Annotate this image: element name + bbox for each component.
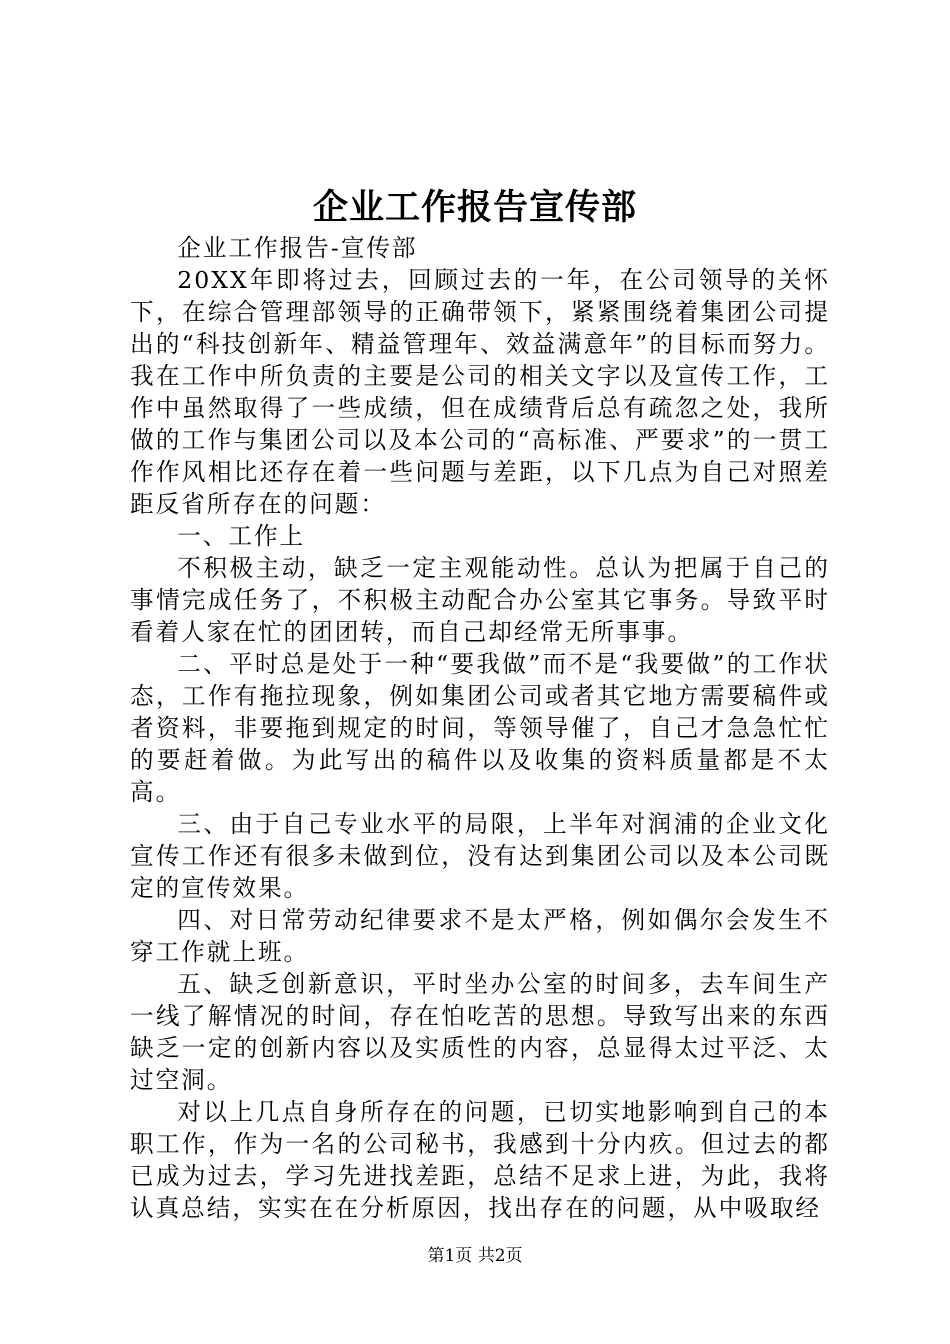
paragraph-item-five: 五、缺乏创新意识，平时坐办公室的时间多，去车间生产一线了解情况的时间，存在怕吃苦的思想。导致写出来的东西缺乏一定的创新内容以及实质性的内容，总显得太过平泛、太过空洞。 (130, 970, 830, 1094)
paragraph-item-three: 三、由于自己专业水平的局限，上半年对润浦的企业文化宣传工作还有很多未做到位，没有达到集团公司以及本公司既定的宣传效果。 (130, 810, 830, 902)
paragraph-item-two: 二、平时总是处于一种“要我做”而不是“我要做”的工作状态，工作有拖拉现象，例如集团公司或者其它地方需要稿件或者资料，非要拖到规定的时间，等领导催了，自己才急急忙忙的要赶着做。为此写出的稿件以及收集的资料质量都是不太高。 (130, 650, 830, 806)
document-body (130, 232, 830, 1224)
paragraph-item-four: 四、对日常劳动纪律要求不是太严格，例如偶尔会发生不穿工作就上班。 (130, 906, 830, 966)
paragraph-subtitle: 企业工作报告-宣传部 (177, 234, 418, 262)
paragraph-heading-work: 一、工作上 (177, 522, 306, 550)
document-title: 企业工作报告宣传部 (312, 187, 637, 228)
paragraph-conclusion: 对以上几点自身所存在的问题，已切实地影响到自己的本职工作，作为一名的公司秘书，我感到十分内疚。但过去的都已成为过去，学习先进找差距，总结不足求上进，为此，我将认真总结，实实在在分析原因，找出存在的问题，从中吸取经 (130, 1098, 830, 1222)
paragraph-intro: 20XX年即将过去，回顾过去的一年，在公司领导的关怀下，在综合管理部领导的正确带领下，紧紧围绕着集团公司提出的“科技创新年、精益管理年、效益满意年”的目标而努力。我在工作中所负责的主要是公司的相关文字以及宣传工作，工作中虽然取得了一些成绩，但在成绩背后总有疏忽之处，我所做的工作与集团公司以及本公司的“高标准、严要求”的一贯工作作风相比还存在着一些问题与差距，以下几点为自己对照差距反省所存在的问题： (130, 266, 830, 518)
paragraph-item-initiative: 不积极主动，缺乏一定主观能动性。总认为把属于自己的事情完成任务了，不积极主动配合办公室其它事务。导致平时看着人家在忙的团团转，而自己却经常无所事事。 (130, 554, 830, 646)
page-number-footer: 第1页 共2页 (427, 1246, 523, 1266)
